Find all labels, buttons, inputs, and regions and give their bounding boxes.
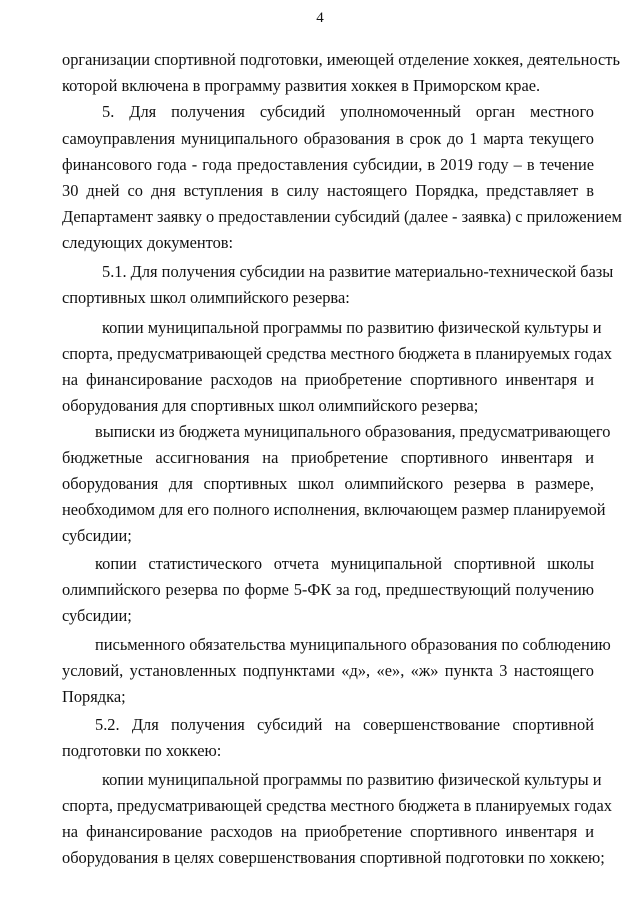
text-line: бюджетные ассигнования на приобретение спортивного инвентаря и — [62, 448, 594, 467]
text-line: 30 дней со дня вступления в силу настоящего Порядка, представляет в — [62, 181, 594, 200]
text-line: 5. Для получения субсидий уполномоченный орган местного — [102, 102, 594, 121]
text-line: субсидии; — [62, 606, 132, 625]
text-line: 5.2. Для получения субсидий на совершенствование спортивной — [95, 715, 594, 734]
text-line: на финансирование расходов на приобретение спортивного инвентаря и — [62, 822, 594, 841]
text-line: на финансирование расходов на приобретение спортивного инвентаря и — [62, 370, 594, 389]
page-number: 4 — [316, 10, 324, 26]
text-line: спорта, предусматривающей средства местного бюджета в планируемых годах — [62, 344, 612, 363]
text-line: копии муниципальной программы по развитию физической культуры и — [102, 318, 602, 337]
text-line: следующих документов: — [62, 233, 234, 252]
text-line: финансового года - года предоставления субсидии, в 2019 году – в течение — [62, 155, 594, 174]
text-line: Департамент заявку о предоставлении субсидий (далее - заявка) с приложением — [62, 207, 622, 226]
text-line: 5.1. Для получения субсидии на развитие материально-технической базы — [102, 262, 614, 281]
text-line: Порядка; — [62, 687, 126, 706]
text-line: олимпийского резерва по форме 5-ФК за год, предшествующий получению — [62, 580, 594, 599]
text-line: копии муниципальной программы по развитию физической культуры и — [102, 770, 602, 789]
text-line: оборудования в целях совершенствования спортивной подготовки по хоккею; — [62, 848, 605, 867]
text-line: спорта, предусматривающей средства местного бюджета в планируемых годах — [62, 796, 612, 815]
text-line: подготовки по хоккею: — [62, 741, 222, 760]
text-line: необходимом для его полного исполнения, включающем размер планируемой — [62, 500, 606, 519]
text-line: спортивных школ олимпийского резерва: — [62, 288, 350, 307]
text-line: самоуправления муниципального образования в срок до 1 марта текущего — [62, 129, 594, 148]
text-line: организации спортивной подготовки, имеющей отделение хоккея, деятельность — [62, 50, 620, 69]
text-line: оборудования для спортивных школ олимпийского резерва; — [62, 396, 479, 415]
text-line: выписки из бюджета муниципального образования, предусматривающего — [95, 422, 611, 441]
text-line: которой включена в программу развития хоккея в Приморском крае. — [62, 76, 541, 95]
text-line: копии статистического отчета муниципальной спортивной школы — [95, 554, 594, 573]
text-line: субсидии; — [62, 526, 132, 545]
text-line: условий, установленных подпунктами «д», «е», «ж» пункта 3 настоящего — [62, 661, 594, 680]
text-line: оборудования для спортивных школ олимпийского резерва в размере, — [62, 474, 594, 493]
text-line: письменного обязательства муниципального образования по соблюдению — [95, 635, 611, 654]
